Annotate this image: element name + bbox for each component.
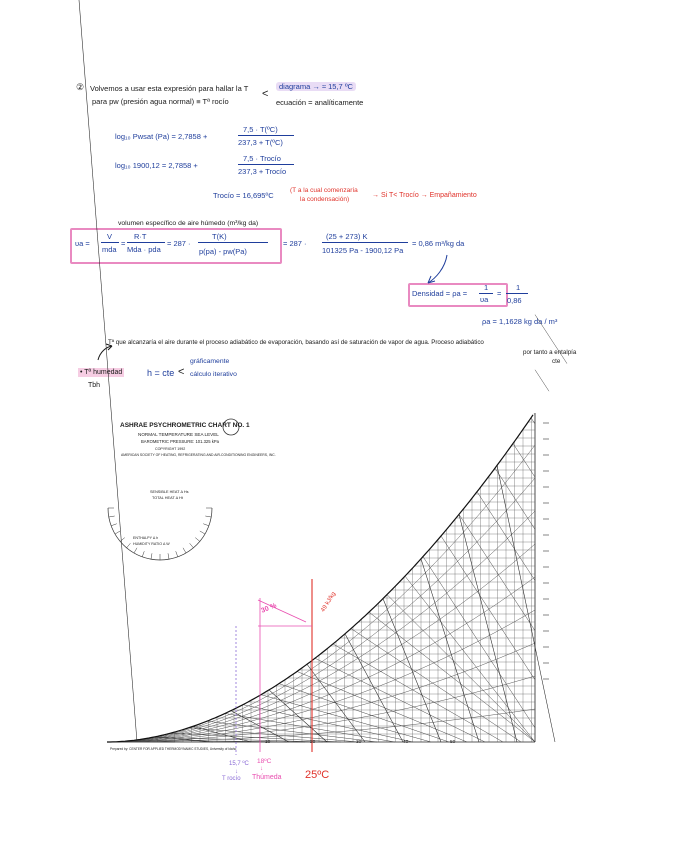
eq2-denominator: 237,3 + Trocío	[238, 167, 287, 176]
brace-glyph: <	[262, 88, 269, 100]
density-frac2-den: 0,86	[507, 296, 522, 305]
protractor-tick	[195, 538, 200, 542]
relative-humidity-curve	[107, 511, 535, 742]
humid-sub: Tbh	[88, 382, 101, 389]
dew-point-arrow: ↓	[235, 769, 238, 775]
density-frac1-num: 1	[484, 283, 489, 292]
h-constant: h = cte	[147, 368, 175, 378]
trocio-result: Trocío = 16,695ºC	[213, 191, 274, 200]
protractor-tick	[111, 524, 117, 526]
dry-bulb-label: 25ºC	[305, 769, 330, 781]
enthalpy-line	[387, 595, 535, 742]
volume-frac1-den: mda	[102, 245, 117, 254]
method-brace: <	[178, 366, 185, 378]
density-eq-sign: =	[497, 289, 502, 298]
x-tick-label: 40	[403, 740, 409, 745]
note-line-1: Volvemos a usar esta expresión para hallar la T	[90, 84, 249, 93]
relative-humidity-curve	[107, 709, 535, 742]
humid-description: Tª que alcanzaría el aire durante el proceso adiabático de evaporación, basando así de saturación de vapor de agua. Proceso adiabático	[108, 339, 484, 346]
enthalpy-line	[369, 612, 535, 742]
eq1-denominator: 237,3 + T(ºC)	[238, 138, 283, 147]
density-frac1-den: υa	[480, 295, 489, 304]
protractor-tick	[183, 548, 186, 553]
protractor-label-4: HUMIDITY RATIO Δ W	[133, 542, 170, 546]
volume-eq-sign: =	[121, 239, 126, 248]
brace-top-note: diagrama → ≈ 15,7 ºC	[276, 82, 356, 91]
x-tick-label: 50	[450, 740, 456, 745]
chart-subtitle-3: COPYRIGHT 1992	[155, 447, 186, 451]
saturation-curve	[107, 415, 533, 742]
chart-subtitle-1: NORMAL TEMPERATURE SEA LEVEL	[138, 432, 219, 437]
chart-title: ASHRAE PSYCHROMETRIC CHART NO. 1	[120, 422, 250, 429]
dew-point-value: 15,7 ºC	[229, 761, 249, 767]
protractor-label-1: SENSIBLE HEAT Δ Hs	[150, 490, 189, 494]
volume-frac3-den: p(pa) - pw(Pa)	[199, 247, 247, 256]
volume-lhs: υa =	[75, 239, 90, 248]
protractor-tick	[115, 531, 120, 534]
brace-bottom-note: ecuación = analíticamente	[276, 98, 364, 107]
eq2-lhs: log₁₀ 1900,12 = 2,7858 +	[115, 161, 198, 170]
volume-frac2-den: Mda · pda	[127, 245, 161, 254]
protractor-tick	[190, 543, 194, 548]
enthalpy-line	[351, 629, 521, 742]
method-iterative: cálculo iterativo	[190, 371, 237, 378]
enthalpy-line	[513, 443, 535, 477]
trocio-note-2: la condensación)	[300, 196, 350, 203]
x-tick-label: 30	[356, 740, 362, 745]
density-frac2-num: 1	[516, 283, 521, 292]
enthalpy-line	[535, 370, 549, 391]
volume-const: = 287 ·	[167, 239, 191, 248]
protractor-tick	[200, 531, 205, 534]
relative-humidity-curve	[107, 544, 535, 742]
wet-bulb-value: 18ºC	[257, 758, 272, 765]
humid-description-3: cte	[552, 358, 561, 365]
volume-substitution: = 287 ·	[283, 239, 307, 248]
trocio-arrow-note: → Si T< Trocío → Empañamiento	[372, 192, 477, 199]
volume-frac4-den: 101325 Pa - 1900,12 Pa	[322, 246, 404, 255]
protractor-label-2: TOTAL HEAT Δ Ht	[152, 496, 183, 500]
specific-volume-line	[345, 634, 403, 742]
density-lhs: Densidad = ρa =	[412, 289, 468, 298]
chart-footer: Prepared by: CENTER FOR APPLIED THERMODYNAMIC STUDIES, University of Idaho	[110, 747, 237, 751]
specific-volume-line	[79, 0, 137, 742]
item-number: ②	[76, 82, 85, 92]
x-tick-label: 10	[265, 740, 271, 745]
volume-frac4-num: (25 + 273) K	[326, 232, 368, 241]
volume-title: volumen específico de aire húmedo (m³/kg da)	[118, 220, 259, 227]
eq1-numerator: 7,5 · T(ºC)	[243, 125, 278, 134]
protractor-arc	[108, 508, 212, 560]
protractor-tick	[151, 553, 152, 559]
trocio-note-1: (T a la cual comenzaría	[290, 187, 358, 194]
protractor-tick	[176, 551, 178, 557]
relative-humidity-curve	[107, 643, 535, 742]
eq2-numerator: 7,5 · Trocío	[243, 154, 281, 163]
volume-frac2-num: R·T	[134, 232, 147, 241]
annotation-enthalpy: 49 kJ/kg	[320, 591, 338, 614]
volume-frac1-num: V	[107, 232, 113, 241]
note-line-2: para pw (presión agua normal) ≡ Tª rocío	[92, 97, 229, 106]
protractor-tick	[168, 553, 169, 559]
protractor-tick	[203, 524, 209, 526]
dew-point-label: T rocío	[222, 776, 241, 782]
protractor-label-3: ENTHALPY Δ h	[133, 536, 159, 540]
humid-description-2: por tanto a entalpía	[523, 349, 577, 356]
chart-subtitle-2: BAROMETRIC PRESSURE: 101.325 kPa	[141, 439, 219, 444]
humid-label: • Tª humedad	[80, 369, 123, 376]
chart-subtitle-4: AMERICAN SOCIETY OF HEATING, REFRIGERATING AND AIR-CONDITIONING ENGINEERS, INC.	[121, 453, 276, 457]
method-graphic: gráficamente	[190, 358, 230, 365]
protractor-tick	[142, 551, 144, 557]
volume-frac3-num: T(K)	[212, 232, 227, 241]
protractor-tick	[127, 543, 131, 548]
enthalpy-line	[535, 315, 567, 364]
enthalpy-line	[495, 468, 535, 529]
eq1-lhs: log₁₀ Pwsat (Pa) = 2,7858 +	[115, 132, 208, 141]
specific-volume-line	[459, 514, 517, 742]
wet-bulb-arrow: ↓	[260, 766, 263, 772]
density-result: ρa = 1,1628 kg da / m³	[482, 317, 558, 326]
relative-humidity-curve	[107, 577, 535, 742]
protractor-tick	[205, 516, 211, 517]
volume-result: = 0,86 m³/kg da	[412, 239, 465, 248]
specific-volume-line	[497, 465, 555, 742]
x-tick-label: 20	[310, 740, 316, 745]
enthalpy-line	[261, 695, 431, 742]
protractor-tick	[109, 516, 115, 517]
wet-bulb-label: Thúmeda	[252, 774, 282, 781]
annotation-relative-humidity: 30 %	[260, 602, 278, 615]
